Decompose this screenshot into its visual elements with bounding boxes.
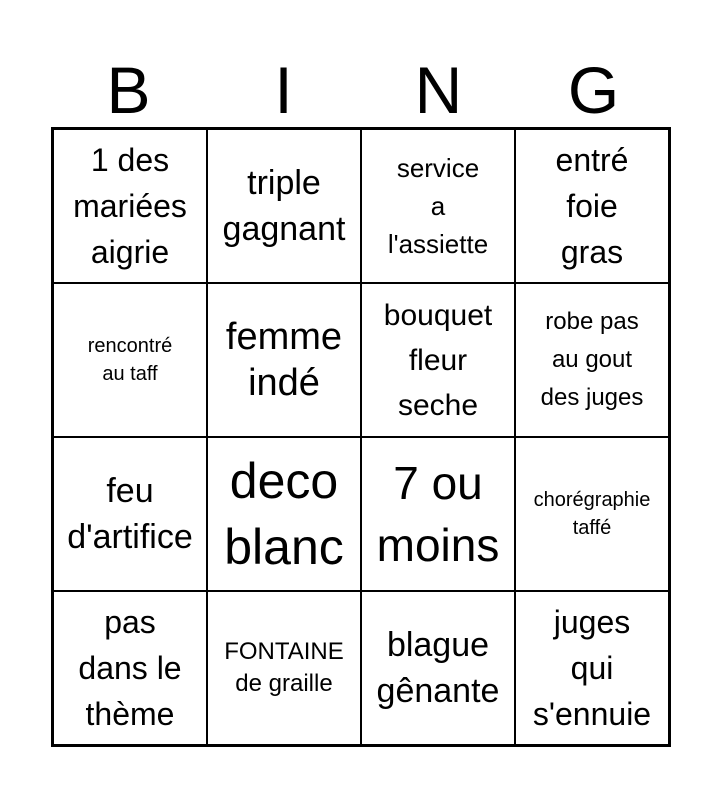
bingo-cell[interactable] xyxy=(515,437,669,591)
header-letter-i: I xyxy=(274,53,293,127)
header-letter-b: B xyxy=(106,53,151,127)
bingo-cell[interactable] xyxy=(53,283,207,437)
bingo-cell[interactable] xyxy=(53,129,207,283)
bingo-cell[interactable] xyxy=(207,591,361,745)
bingo-cell[interactable] xyxy=(361,591,515,745)
bingo-cell-text: 7 ou moins xyxy=(376,457,500,571)
bingo-cell-text: robe pas au gout des juges xyxy=(540,308,644,411)
bingo-cell-text: service a l'assiette xyxy=(387,153,489,259)
bingo-cell-text: femme indé xyxy=(225,316,343,404)
header-letter-g: G xyxy=(567,53,620,127)
bingo-cell[interactable] xyxy=(53,591,207,745)
bingo-cell-text: feu d'artifice xyxy=(67,472,193,556)
bingo-card-grid xyxy=(51,127,671,747)
bingo-cell[interactable] xyxy=(361,437,515,591)
bingo-cell-text: pas dans le thème xyxy=(78,604,182,732)
bingo-cell-text: juges qui s'ennuie xyxy=(532,604,652,732)
bingo-cell[interactable] xyxy=(515,283,669,437)
bingo-cell[interactable] xyxy=(515,129,669,283)
bingo-cell-text: deco blanc xyxy=(224,453,344,575)
bingo-cell[interactable] xyxy=(207,129,361,283)
bingo-cell-text: entré foie gras xyxy=(555,142,629,270)
bingo-cell[interactable] xyxy=(515,591,669,745)
bingo-cell-text: blague gênante xyxy=(376,626,500,710)
bingo-cell-text: rencontré au taff xyxy=(87,335,173,385)
bingo-cell[interactable] xyxy=(361,129,515,283)
bingo-cell[interactable] xyxy=(53,437,207,591)
bingo-cell[interactable] xyxy=(207,437,361,591)
bingo-header xyxy=(51,52,671,128)
bingo-cell-text: FONTAINE de graille xyxy=(224,638,344,697)
bingo-cell-text: bouquet fleur seche xyxy=(383,298,493,422)
header-letter-n: N xyxy=(414,53,463,127)
bingo-cell[interactable] xyxy=(207,283,361,437)
bingo-cell-text: triple gagnant xyxy=(222,164,346,248)
bingo-cell[interactable] xyxy=(361,283,515,437)
bingo-cell-text: 1 des mariées aigrie xyxy=(73,142,187,270)
bingo-cell-text: chorégraphie taffé xyxy=(533,489,651,539)
